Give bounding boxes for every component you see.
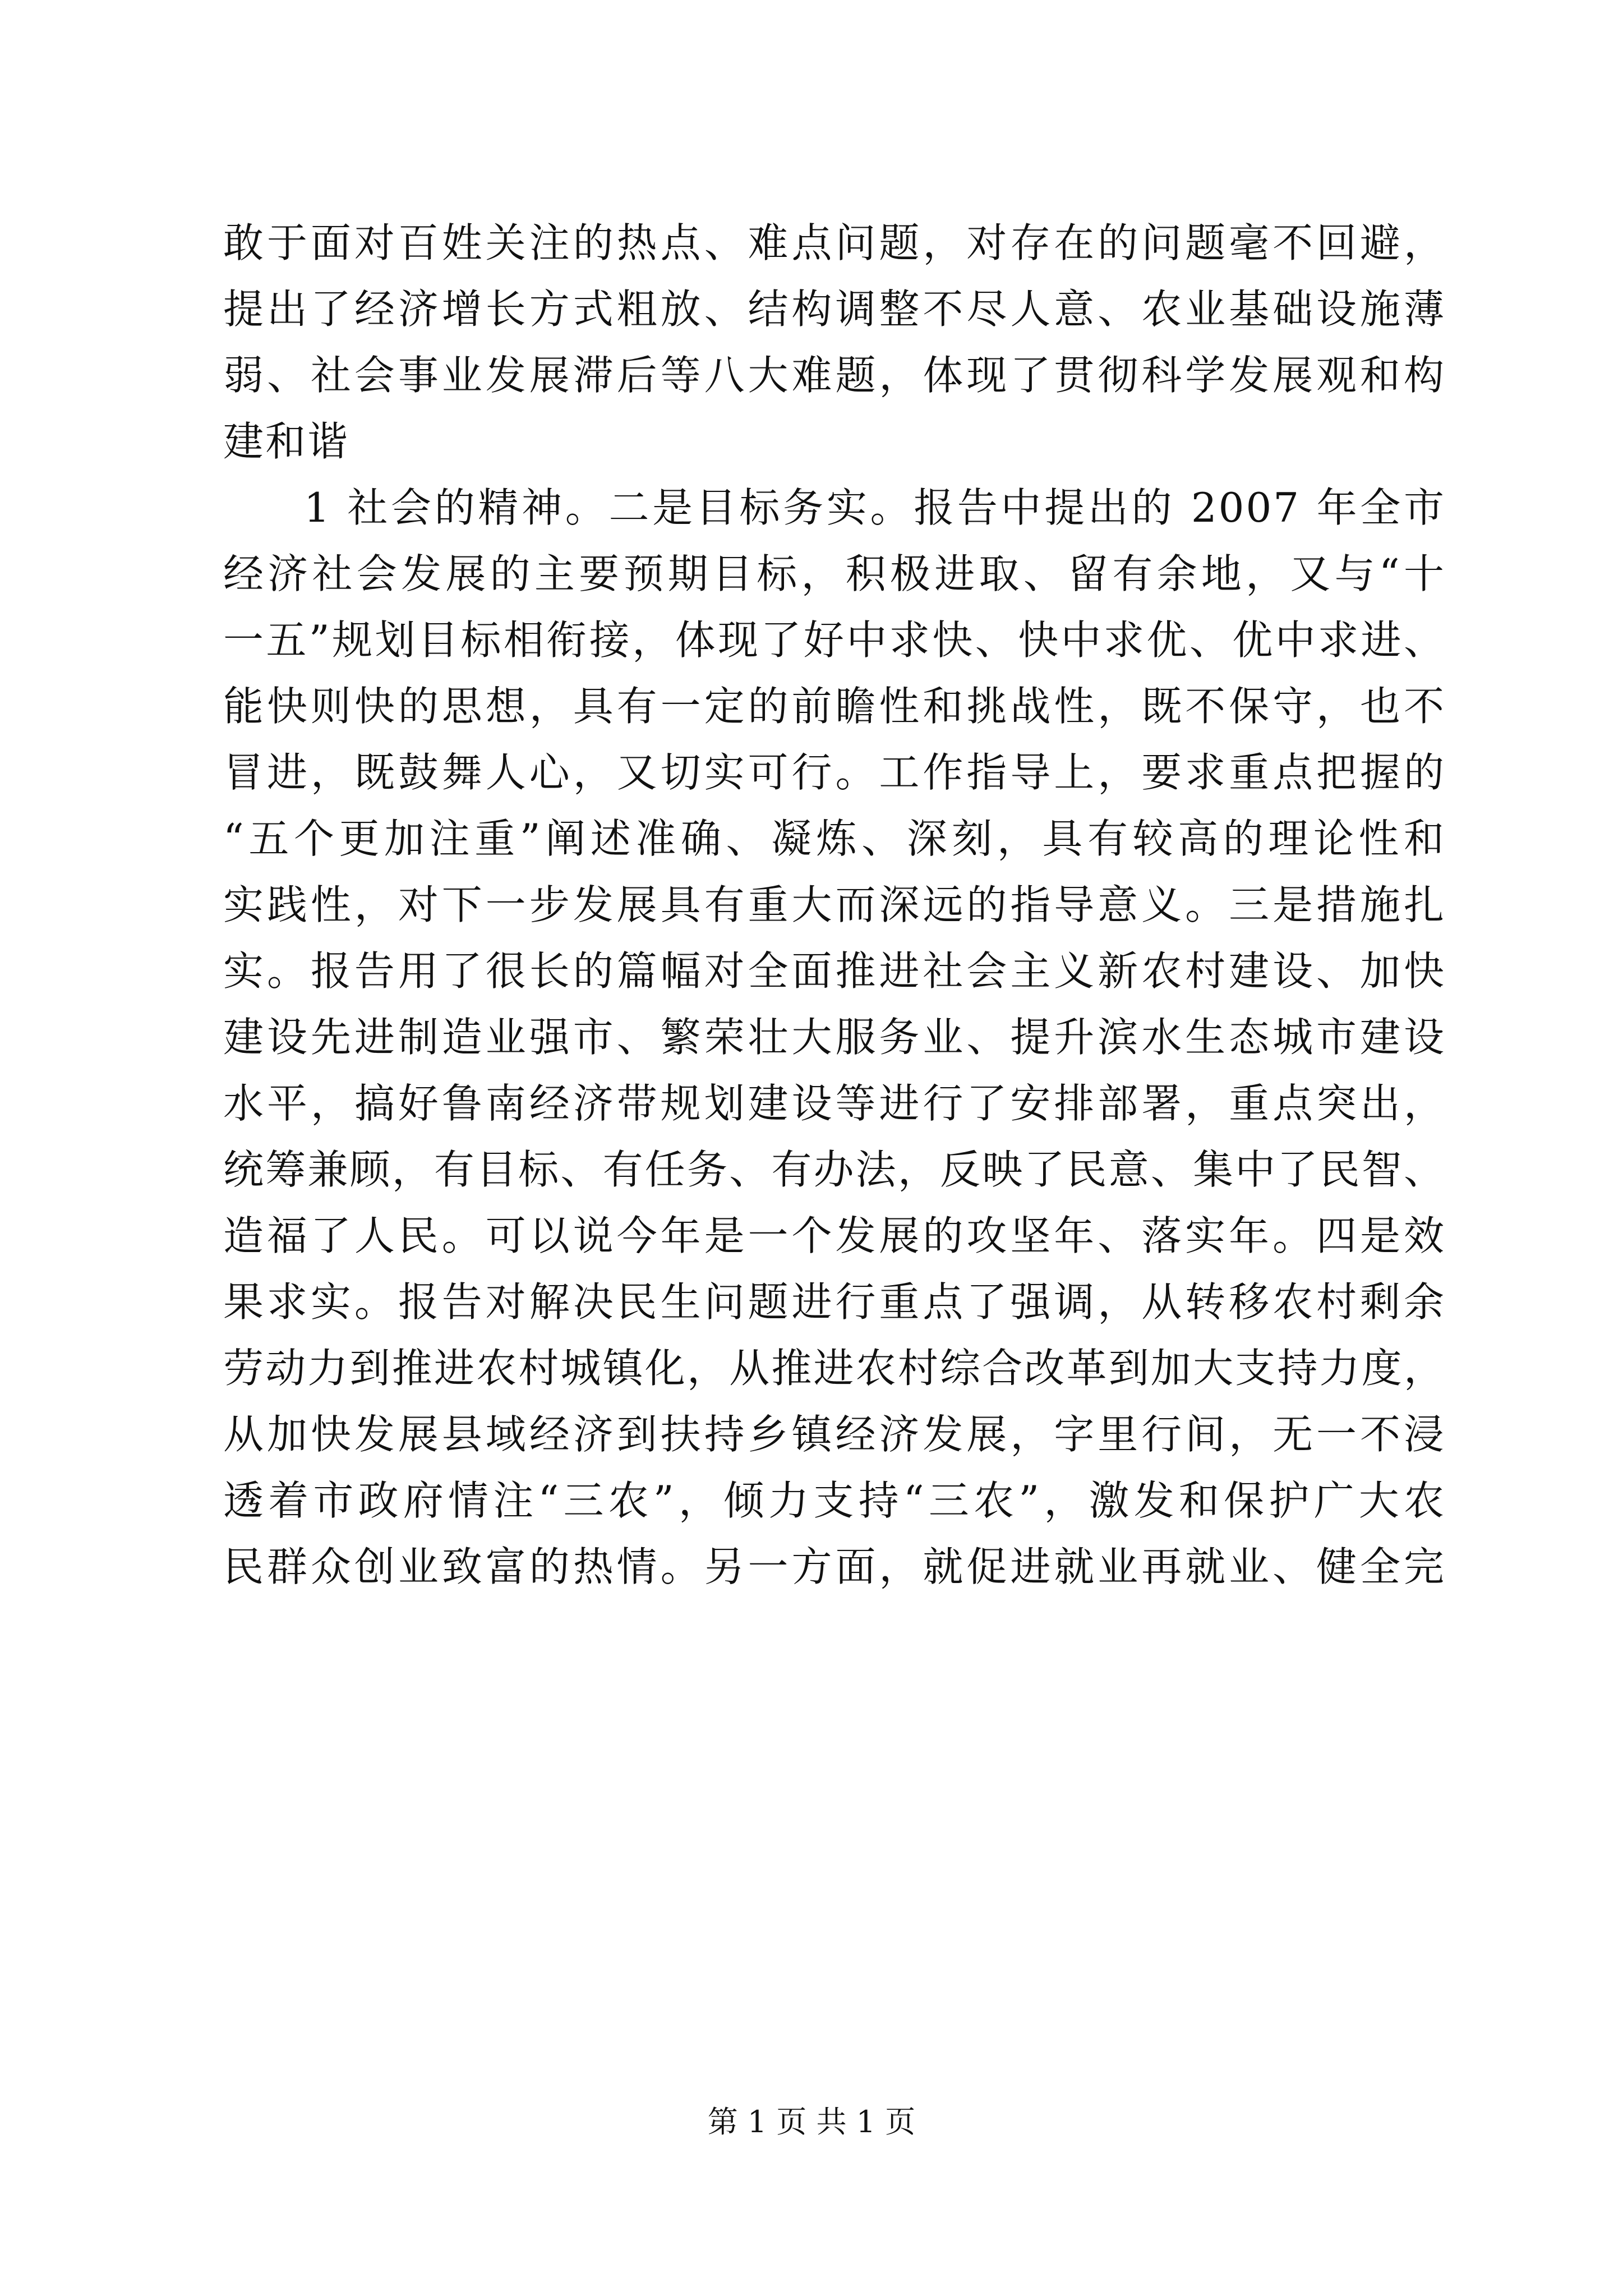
text-line: 1 社会的精神。二是目标务实。报告中提出的 2007 年全市 [304, 484, 1446, 531]
body-text [223, 210, 1446, 1600]
text-line: 敢于面对百姓关注的热点、难点问题，对存在的问题毫不回避， [223, 219, 1446, 266]
text-line: 经济社会发展的主要预期目标，积极进取、留有余地，又与“十 [223, 550, 1446, 597]
text-line: 建设先进制造业强市、繁荣壮大服务业、提升滨水生态城市建设 [223, 1014, 1446, 1061]
text-line: “五个更加注重”阐述准确、凝炼、深刻，具有较高的理论性和 [223, 815, 1446, 862]
text-line: 能快则快的思想，具有一定的前瞻性和挑战性，既不保守，也不 [223, 683, 1446, 730]
page-footer [0, 2098, 1623, 2141]
text-line: 弱、社会事业发展滞后等八大难题，体现了贯彻科学发展观和构 [223, 352, 1446, 399]
text-line: 透着市政府情注“三农”，倾力支持“三农”，激发和保护广大农 [223, 1477, 1446, 1524]
text-line: 一五”规划目标相衔接，体现了好中求快、快中求优、优中求进、 [223, 616, 1446, 664]
text-line: 水平，搞好鲁南经济带规划建设等进行了安排部署，重点突出， [223, 1080, 1446, 1127]
text-line: 劳动力到推进农村城镇化，从推进农村综合改革到加大支持力度， [223, 1345, 1446, 1392]
text-line: 建和谐 [223, 418, 350, 465]
text-line: 提出了经济增长方式粗放、结构调整不尽人意、农业基础设施薄 [223, 286, 1446, 333]
text-line: 造福了人民。可以说今年是一个发展的攻坚年、落实年。四是效 [223, 1212, 1446, 1259]
text-line: 实践性，对下一步发展具有重大而深远的指导意义。三是措施扎 [223, 881, 1446, 928]
text-line: 从加快发展县域经济到扶持乡镇经济发展，字里行间，无一不浸 [223, 1411, 1446, 1458]
text-line: 民群众创业致富的热情。另一方面，就促进就业再就业、健全完 [223, 1543, 1446, 1590]
page-number-label: 第 1 页 共 1 页 [707, 2104, 916, 2139]
text-line: 统筹兼顾，有目标、有任务、有办法，反映了民意、集中了民智、 [223, 1146, 1446, 1193]
text-line: 冒进，既鼓舞人心，又切实可行。工作指导上，要求重点把握的 [223, 749, 1446, 796]
text-line: 实。报告用了很长的篇幅对全面推进社会主义新农村建设、加快 [223, 947, 1446, 995]
text-line: 果求实。报告对解决民生问题进行重点了强调，从转移农村剩余 [223, 1278, 1446, 1326]
